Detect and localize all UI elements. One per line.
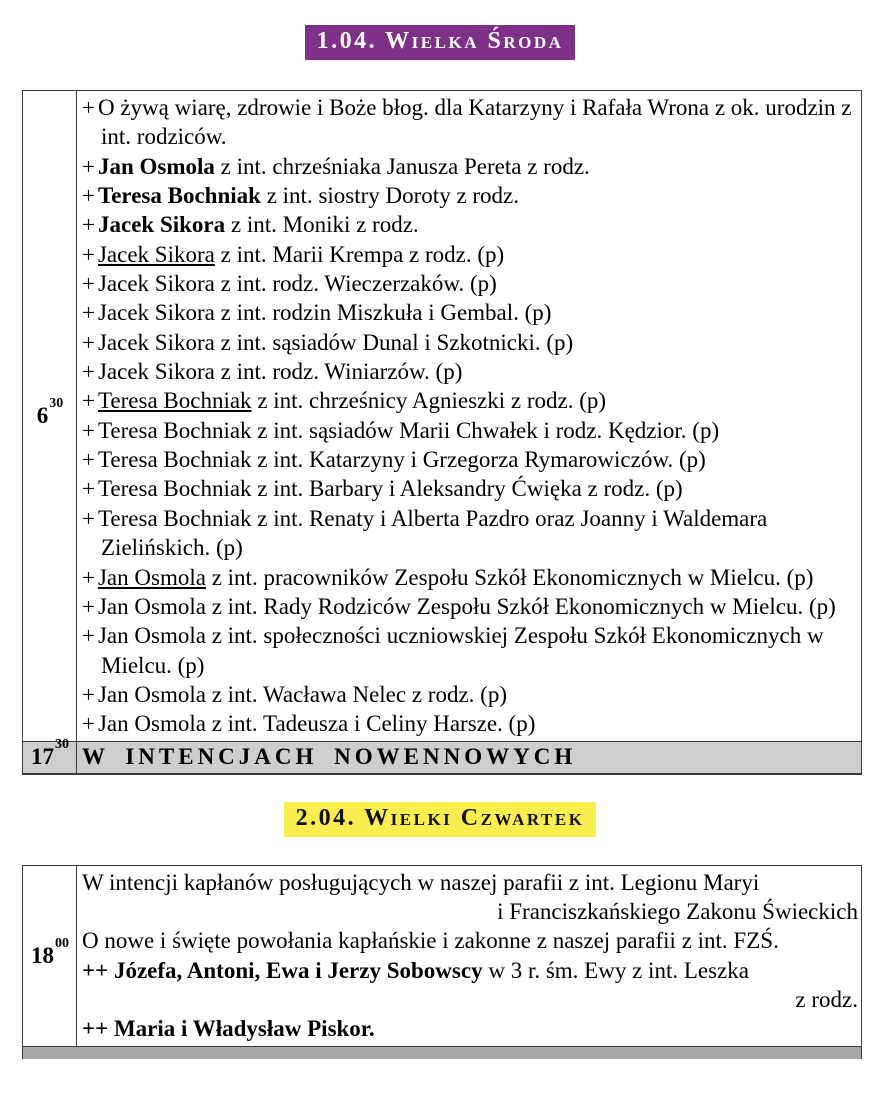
intention-text: i Franciszkańskiego Zakonu Świeckich (497, 898, 858, 924)
deceased-plus-marker: + (82, 300, 95, 326)
intention-text: z rodz. (795, 986, 858, 1012)
mass-time-label: $17^{30}$ (31, 737, 69, 770)
section-thursday (0, 802, 880, 1059)
intention-text: Teresa Bochniak z int. Barbary i Aleksandry Ćwięka z rodz. (p) (97, 476, 683, 502)
deceased-plus-marker: + (82, 241, 95, 267)
intention-text: Jacek Sikora (97, 241, 215, 267)
deceased-plus-marker: + (82, 476, 95, 502)
section-title-wednesday: 1.04. Wielka Środa (305, 25, 576, 60)
mass-time-label: $6^{30}$ (36, 396, 64, 428)
intention-text: z int. chrześniaka Janusza Pereta z rodz. (214, 153, 590, 179)
intention-line (82, 181, 858, 210)
intention-text: ++ Józefa, Antoni, Ewa i Jerzy Sobowscy (82, 957, 483, 983)
intention-text: Teresa Bochniak (97, 388, 252, 414)
intention-text: w 3 r. śm. Ewy z int. Leszka (482, 957, 749, 983)
deceased-plus-marker: + (82, 95, 95, 120)
intention-line (82, 868, 858, 897)
deceased-plus-marker: + (82, 183, 95, 209)
intention-line (82, 985, 858, 1014)
intention-line (82, 926, 858, 955)
intention-text: Jan Osmola z int. Tadeusza i Celiny Harsze. (p) (97, 711, 536, 737)
intention-line (82, 621, 858, 680)
mass-time-1800 (23, 866, 77, 1046)
mass-row-1800 (23, 866, 861, 1046)
intention-line (82, 474, 858, 503)
intention-line (82, 93, 858, 152)
intention-text: O nowe i święte powołania kapłańskie i zakonne z naszej parafii z int. FZŚ. (82, 928, 779, 954)
intention-line (82, 386, 858, 415)
deceased-plus-marker: + (82, 564, 95, 590)
intentions-table-wednesday (22, 90, 862, 775)
intentions-table-thursday (22, 865, 862, 1059)
deceased-plus-marker: + (82, 711, 95, 737)
intention-text: Jacek Sikora z int. sąsiadów Dunal i Szkotnicki. (p) (97, 329, 574, 355)
intention-text: Jan Osmola z int. Rady Rodziców Zespołu Szkół Ekonomicznych w Mielcu. (p) (97, 593, 836, 619)
intention-text: Teresa Bochniak z int. Renaty i Alberta Pazdro oraz Joanny i Waldemara Zielińskich. (p) (97, 505, 768, 561)
intention-line (82, 1014, 858, 1043)
intention-text: z int. pracowników Zespołu Szkół Ekonomicznych w Mielcu. (p) (205, 564, 814, 590)
mass-row-1730 (23, 737, 861, 773)
deceased-plus-marker: + (82, 329, 95, 355)
intention-text: O żywą wiarę, zdrowie i Boże błog. dla Katarzyny i Rafała Wrona z ok. urodzin z int. rodziców. (97, 95, 852, 150)
intention-text: Jacek Sikora (97, 212, 226, 238)
deceased-plus-marker: + (82, 271, 95, 297)
deceased-plus-marker: + (82, 417, 95, 443)
intention-line (82, 445, 858, 474)
intention-line (82, 152, 858, 181)
intention-text: Jacek Sikora z int. rodzin Miszkuła i Gembal. (p) (97, 300, 552, 326)
intention-line (82, 504, 858, 563)
mass-row-630 (23, 91, 861, 741)
deceased-plus-marker: + (82, 593, 95, 619)
mass-time-1730 (23, 737, 77, 773)
intentions-list-630 (77, 91, 861, 741)
intention-line (82, 897, 858, 926)
novena-intentions-label: W INTENCJACH NOWENNOWYCH (82, 743, 577, 769)
deceased-plus-marker: + (82, 388, 95, 414)
intention-text: W intencji kapłanów posługujących w naszej parafii z int. Legionu Maryi (82, 869, 760, 895)
mass-time-label: $18^{00}$ (31, 935, 69, 968)
intention-text: ++ Maria i Władysław Piskor. (82, 1016, 375, 1042)
section-title-thursday: 2.04. Wielki Czwartek (284, 802, 597, 837)
deceased-plus-marker: + (82, 359, 95, 385)
intention-text: Jan Osmola (97, 564, 206, 590)
intention-line (82, 328, 858, 357)
intention-text: z int. chrześnicy Agnieszki z rodz. (p) (251, 388, 607, 414)
deceased-plus-marker: + (82, 681, 95, 707)
section-header-row (0, 25, 880, 60)
intention-line (82, 240, 858, 269)
deceased-plus-marker: + (82, 505, 95, 531)
intention-line (82, 956, 858, 985)
section-wednesday (0, 25, 880, 775)
intention-text: Jan Osmola z int. społeczności uczniowskiej Zespołu Szkół Ekonomicznych w Mielcu. (p) (97, 623, 824, 678)
intention-line (82, 269, 858, 298)
intention-text: z int. siostry Doroty z rodz. (260, 183, 520, 209)
intention-line (82, 680, 858, 709)
intention-text: z int. Moniki z rodz. (225, 212, 419, 238)
intention-line (82, 357, 858, 386)
intention-line (82, 563, 858, 592)
deceased-plus-marker: + (82, 212, 95, 238)
intention-line (82, 592, 858, 621)
intention-text: z int. Marii Krempa z rodz. (p) (214, 241, 505, 267)
intention-text: Jan Osmola (97, 153, 215, 179)
next-row-partially-visible (23, 1046, 861, 1059)
intention-line (82, 210, 858, 239)
intention-line (82, 298, 858, 327)
intentions-list-1800 (77, 866, 861, 1046)
intention-text: Jan Osmola z int. Wacława Nelec z rodz. (p) (97, 681, 507, 707)
intention-text: Jacek Sikora z int. rodz. Winiarzów. (p) (97, 359, 463, 385)
intention-text: Teresa Bochniak z int. Katarzyny i Grzegorza Rymarowiczów. (p) (97, 447, 706, 473)
mass-time-630 (23, 91, 77, 741)
deceased-plus-marker: + (82, 153, 95, 179)
deceased-plus-marker: + (82, 623, 95, 649)
intention-text: Jacek Sikora z int. rodz. Wieczerzaków. (p) (97, 271, 497, 297)
mass-intentions-page (0, 25, 880, 1059)
intention-line (82, 416, 858, 445)
intention-text: Teresa Bochniak z int. sąsiadów Marii Chwałek i rodz. Kędzior. (p) (97, 417, 720, 443)
intention-text: Teresa Bochniak (97, 183, 261, 209)
section-header-row (0, 802, 880, 837)
intention-line (82, 709, 858, 738)
deceased-plus-marker: + (82, 447, 95, 473)
